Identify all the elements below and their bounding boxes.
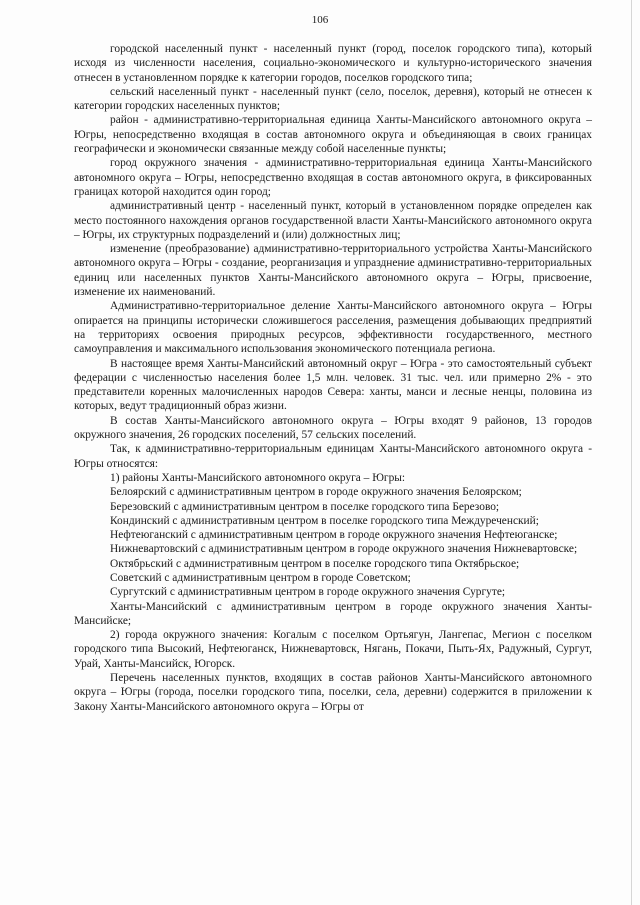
list-heading: 1) районы Ханты-Мансийского автономного округа – Югры: bbox=[110, 471, 406, 484]
list-item: Сургутский с административным центром в городе окружного значения Сургуте; bbox=[110, 586, 506, 599]
list-item: Кондинский с административным центром в поселке городского типа Междуреченский; bbox=[110, 514, 539, 527]
paragraph: Административно-территориальное деление Ханты-Мансийского автономного округа – Югры опирается на принципы исторически сложившегося расселения, размещения добывающих предприятий на территориях освоения природных ресурсов, эффективности государственного, местного самоуправления и максимального использования экономического потенциала региона. bbox=[74, 300, 592, 356]
page-number: 106 bbox=[311, 14, 329, 26]
list-item: Ханты-Мансийский с административным центром в городе окружного значения Ханты-Мансийске; bbox=[74, 600, 592, 627]
list-item: Белоярский с административным центром в городе окружного значения Белоярском; bbox=[110, 486, 522, 499]
paragraph: В настоящее время Ханты-Мансийский автономный округ – Югра - это самостоятельный субъект федерации с численностью населения более 1,5 млн. человек. 31 тыс. чел. или примерно 2% - это представители коренных малочисленных народов Севера: ханты, манси и лесные ненцы, половина из которых, ведут традиционный образ жизни. bbox=[74, 357, 592, 413]
scan-edge-line bbox=[631, 0, 632, 905]
paragraph: город окружного значения - административно-территориальная единица Ханты-Мансийского автономного округа – Югры, непосредственно входящая в состав автономного округа, в фиксированных границах которой находится один город; bbox=[74, 157, 592, 198]
paragraph: Перечень населенных пунктов, входящих в состав районов Ханты-Мансийского автономного округа – Югры (города, поселки городского типа, поселки, села, деревни) содержится в приложении к Закону Ханты-Мансийского автономного округа – Югры от bbox=[74, 672, 592, 713]
paragraph: В состав Ханты-Мансийского автономного округа – Югры входят 9 районов, 13 городов окружного значения, 26 городских поселений, 57 сельских поселений. bbox=[74, 414, 592, 442]
list-item: Нижневартовский с административным центром в городе окружного значения Нижневартовске; bbox=[110, 543, 578, 556]
list-item: Советский с административным центром в городе Советском; bbox=[110, 571, 411, 584]
document-body bbox=[74, 42, 592, 714]
paragraph: район - административно-территориальная единица Ханты-Мансийского автономного округа – Югры, непосредственно входящая в состав автономного округа и объединяющая в своих границах географически и экономически связанные между собой населенные пункты; bbox=[74, 114, 592, 156]
list-item: Березовский с административным центром в поселке городского типа Березово; bbox=[110, 500, 500, 513]
paragraph: изменение (преобразование) административно-территориального устройства Ханты-Мансийского автономного округа – Югры - создание, реорганизация и упразднение административно-территориальных единиц или населенных пунктов Ханты-Мансийского автономного округа – Югры, присвоение, изменение их наименований. bbox=[74, 243, 592, 299]
paragraph: Так, к административно-территориальным единицам Ханты-Мансийского автономного округа - Югры относятся: bbox=[74, 443, 592, 470]
paragraph: сельский населенный пункт - населенный пункт (село, поселок, деревня), который не отнесен к категории городских населенных пунктов; bbox=[74, 85, 592, 113]
list-item: Нефтеюганский с административным центром в городе окружного значения Нефтеюганске; bbox=[110, 529, 558, 542]
paragraph: городской населенный пункт - населенный пункт (город, поселок городского типа), который исходя из численности населения, социально-экономического и культурно-исторического значения отнесен в установленном порядке к категории городов, поселков городского типа; bbox=[74, 43, 592, 84]
paragraph: административный центр - населенный пункт, который в установленном порядке определен как место постоянного нахождения органов государственной власти Ханты-Мансийского автономного округа – Югры, их структурных подразделений и (или) должностных лиц; bbox=[74, 200, 592, 241]
list-heading: 2) города окружного значения: Когалым с поселком Ортьягун, Лангепас, Мегион с поселком городского типа Высокий, Нефтеюганск, Нижневартовск, Нягань, Покачи, Пыть-Ях, Радужный, Сургут, Урай, Ханты-Мансийск, Югорск. bbox=[74, 629, 592, 670]
list-item: Октябрьский с административным центром в поселке городского типа Октябрьское; bbox=[110, 557, 520, 570]
